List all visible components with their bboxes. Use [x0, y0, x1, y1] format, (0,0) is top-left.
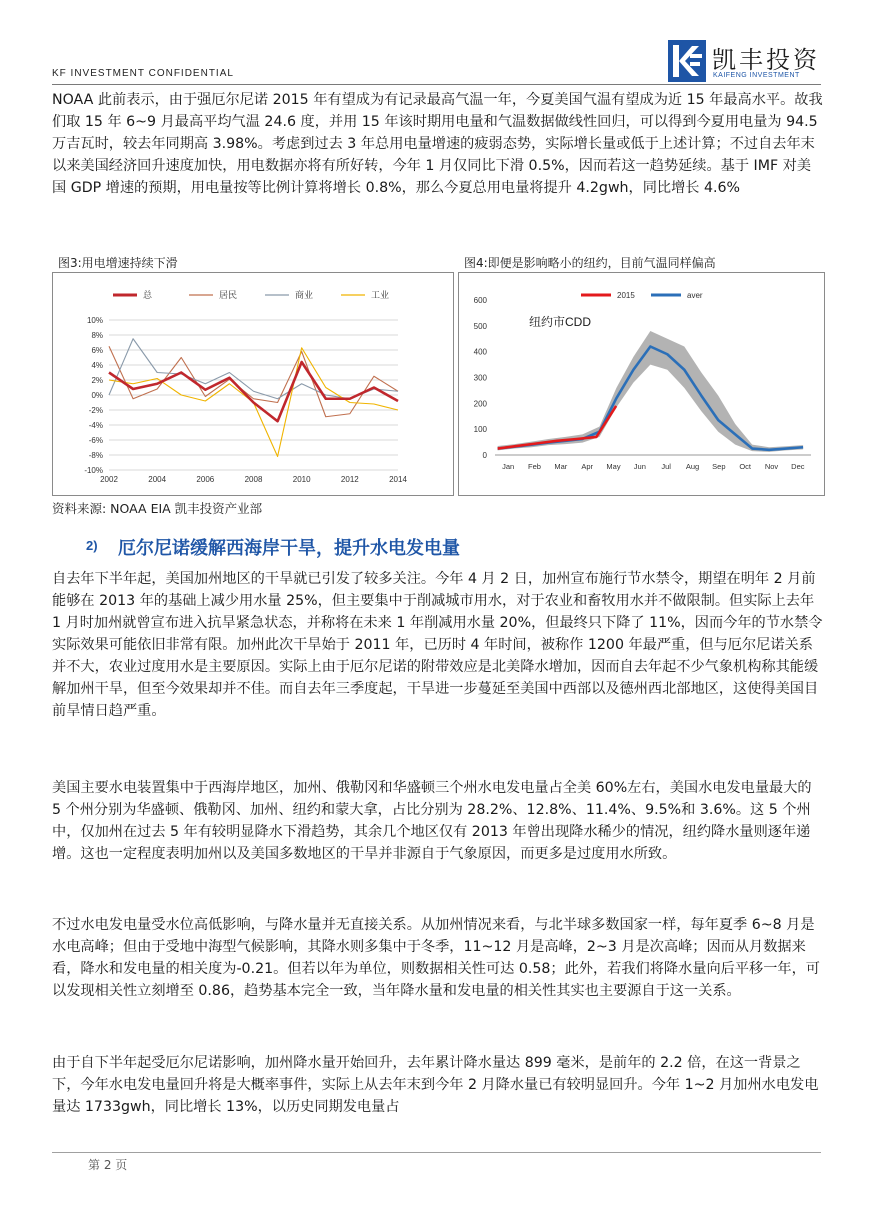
figure-3-svg: [53, 273, 453, 495]
range-band: [498, 331, 803, 452]
footer-rule: [52, 1152, 821, 1153]
x-tick-label: 2012: [340, 475, 359, 484]
paragraph-text: 由于自下半年起受厄尔尼诺影响，加州降水量开始回升，去年累计降水量达 899 毫米，是前年的 2.2 倍，在这一背景之下，今年水电发电量回升将是大概率事件，实际上从去年末到今年 2 月降水量已有较明显回升。今年 1~2 月加州水电发电量达 1733gwh，同比增长 13%，以历史同期发电量占: [52, 1055, 819, 1115]
data-source-note: 资料来源: NOAA EIA 凯丰投资产业部: [52, 501, 263, 516]
legend-label: 2015: [617, 291, 635, 300]
x-tick-label: Sep: [712, 462, 726, 471]
y-tick-label: 0%: [91, 391, 103, 400]
y-tick-label: 8%: [91, 331, 103, 340]
x-tick-label: May: [606, 462, 621, 471]
y-tick-label: 200: [473, 399, 487, 409]
paragraph-text: 自去年下半年起，美国加州地区的干旱就已引发了较多关注。今年 4 月 2 日，加州宣布施行节水禁令，期望在明年 2 月前能够在 2013 年的基础上减少用水量 25%，但主要集中于削减城市用水，对于农业和畜牧用水并不做限制。但实际上去年 1 月时加州就曾宣布进入抗旱紧急状态，并称将在未来 1 年削减用水量 20%，但最终只下降了 11%，因而今年的节水禁令实际效果可能依旧非常有限。加州此次干旱始于 2011 年，已历时 4 年时间，被称作 1200 年最严重，但与厄尔尼诺关系并不大，农业过度用水是主要原因。实际上由于厄尔尼诺的附带效应是北美降水增加，因而自去年起不少气象机构称其能缓解加州干旱，但至今效果却并不佳。而自去年三季度起，干旱进一步蔓延至美国中西部以及德州西北部地区，这使得美国目前旱情日趋严重。: [52, 571, 823, 719]
figure-3-title: 图3:用电增速持续下滑: [58, 256, 178, 270]
body-paragraph: [52, 1052, 824, 1118]
x-tick-label: 2014: [389, 475, 407, 484]
section-title: 厄尔尼诺缓解西海岸干旱，提升水电发电量: [118, 538, 460, 559]
section-number: 2): [86, 538, 98, 553]
y-tick-label: 400: [473, 347, 487, 357]
x-tick-label: Apr: [581, 462, 594, 471]
figure-4-chart: [458, 272, 825, 496]
body-paragraph: [52, 914, 824, 1002]
logo-company-subtitle: KAIFENG INVESTMENT: [713, 72, 800, 79]
series-line: [109, 346, 398, 417]
legend-label: 总: [143, 290, 153, 300]
x-tick-label: 2004: [148, 475, 167, 484]
x-tick-label: 2010: [292, 475, 311, 484]
paragraph-text: 不过水电发电量受水位高低影响，与降水量并无直接关系。从加州情况来看，与北半球多数国家一样，每年夏季 6~8 月是水电高峰；但由于受地中海型气候影响，其降水则多集中于冬季，11~12 月是高峰，2~3 月是次高峰；因而从月数据来看，降水和发电量的相关度为-0.21。但若以年为单位，则数据相关性可达 0.58；此外，若我们将降水量向后平移一年，可以发现相关性立刻增至 0.86，趋势基本完全一致，当年降水量和发电量的相关性其实也主要源自于这一关系。: [52, 917, 820, 999]
legend-label: aver: [687, 291, 703, 300]
x-tick-label: 2008: [244, 475, 263, 484]
header-rule: [52, 84, 821, 85]
figure-4-title: 图4:即便是影响略小的纽约，目前气温同样偏高: [464, 256, 716, 270]
y-tick-label: 100: [473, 425, 487, 435]
figure-3-chart: [52, 272, 454, 496]
x-tick-label: 2002: [100, 475, 118, 484]
header-confidential-label: KF INVESTMENT CONFIDENTIAL: [52, 68, 234, 79]
page-number: 第 2 页: [88, 1158, 128, 1172]
y-tick-label: 6%: [91, 346, 103, 355]
y-tick-label: 2%: [91, 376, 103, 385]
x-tick-label: Jun: [633, 462, 646, 471]
x-tick-label: Aug: [685, 462, 700, 471]
x-tick-label: Jan: [502, 462, 515, 471]
body-paragraph: [52, 568, 824, 722]
logo-company-name: 凯丰投资: [712, 46, 820, 74]
x-tick-label: Mar: [554, 462, 568, 471]
paragraph-text: NOAA 此前表示，由于强厄尔尼诺 2015 年有望成为有记录最高气温一年，今夏美国气温有望成为近 15 年最高水平。故我们取 15 年 6~9 月最高平均气温 24.6 度，并用 15 年该时期用电量和气温数据做线性回归，可以得到今夏用电量为 94.5 万吉瓦时，较去年同期高 3.98%。考虑到过去 3 年总用电量增速的疲弱态势，实际增长量或低于上述计算；不过自去年末以来美国经济回升速度加快，用电数据亦将有所好转，今年 1 月仅同比下滑 0.5%，因而若这一趋势延续。基于 IMF 对美国 GDP 增速的预期，用电量按等比例计算将增长 0.8%，那么今夏总用电量将提升 4.2gwh，同比增长 4.6%: [52, 92, 823, 196]
x-tick-label: Jul: [661, 462, 671, 471]
y-tick-label: 600: [473, 296, 487, 305]
y-tick-label: 300: [473, 373, 487, 383]
chart-annotation: 纽约市CDD: [529, 315, 591, 329]
kaifeng-logo-icon: [668, 40, 706, 82]
x-tick-label: Feb: [528, 462, 541, 471]
legend-label: 工业: [371, 290, 390, 300]
y-tick-label: 500: [473, 321, 487, 331]
x-tick-label: 2006: [196, 475, 215, 484]
y-tick-label: -2%: [88, 406, 103, 415]
figure-4-svg: [459, 273, 824, 495]
x-tick-label: Dec: [791, 462, 805, 471]
body-paragraph: [52, 89, 824, 199]
x-tick-label: Nov: [764, 462, 779, 471]
y-tick-label: -4%: [88, 421, 103, 430]
series-line: [109, 339, 398, 399]
y-tick-label: 0: [482, 451, 487, 460]
paragraph-text: 美国主要水电装置集中于西海岸地区，加州、俄勒冈和华盛顿三个州水电发电量占全美 60%左右，美国水电发电量最大的 5 个州分别为华盛顿、俄勒冈、加州、纽约和蒙大拿，占比分别为 28.2%、12.8%、11.4%、9.5%和 3.6%。这 5 个州中，仅加州在过去 5 年有较明显降水下滑趋势，其余几个地区仅有 2013 年曾出现降水稀少的情况，纽约降水量则逐年递增。这也一定程度表明加州以及美国多数地区的干旱并非源自于气象原因，而更多是过度用水所致。: [52, 780, 812, 862]
x-tick-label: Oct: [739, 462, 752, 471]
y-tick-label: 4%: [91, 361, 103, 370]
y-tick-label: -8%: [88, 451, 103, 460]
legend-label: 商业: [295, 290, 314, 300]
y-tick-label: -6%: [88, 436, 103, 445]
legend-label: 居民: [219, 290, 238, 300]
body-paragraph: [52, 777, 824, 865]
y-tick-label: -10%: [84, 466, 103, 475]
y-tick-label: 10%: [86, 316, 103, 325]
